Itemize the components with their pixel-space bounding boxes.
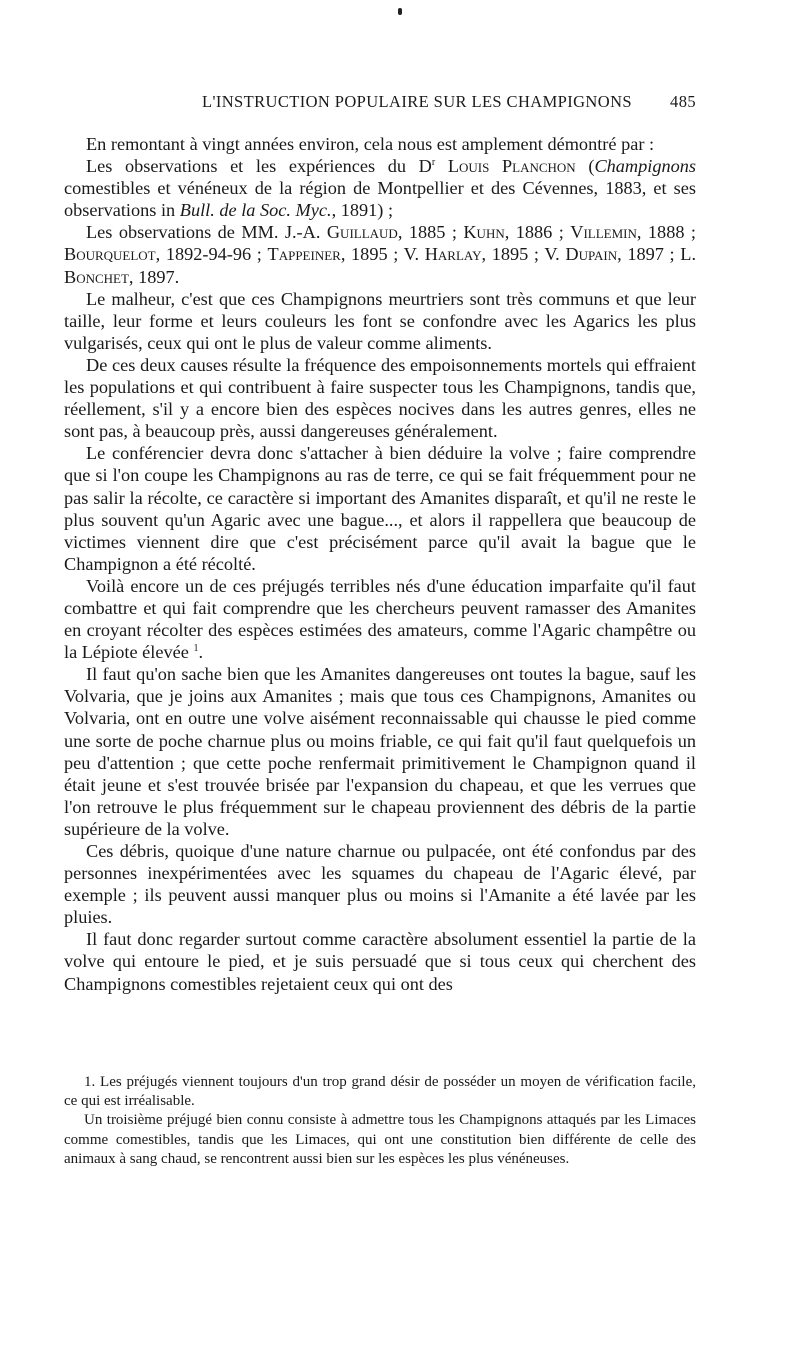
text-run: , 1886 ; <box>504 222 564 243</box>
author-name: Bonchet <box>64 266 129 287</box>
footnotes <box>64 1073 696 1169</box>
text-run: , 1891) ; <box>331 200 394 221</box>
paragraph: De ces deux causes résulte la fréquence des empoisonnements mortels qui effraient les populations et qui contribuent à faire suspecter tous les Champignons, tandis que, réellement, s'il y a encore bien des espèces nocives dans les autres genres, elles ne sont pas, à beaucoup près, aussi dangereuses généralement. <box>64 354 696 442</box>
text-run: , 1895 ; V. <box>481 244 560 265</box>
footnote-marker: 1 <box>193 643 199 655</box>
text-run: , 1885 ; <box>397 222 457 243</box>
paragraph: Il faut donc regarder surtout comme caractère absolument essentiel la partie de la volve qui entoure le pied, et je suis persuadé que si tous ceux qui cherchent des Champignons comestibles rejetaient ceux qui ont des <box>64 929 696 994</box>
paragraph: Le malheur, c'est que ces Champignons meurtriers sont très communs et que leur taille, leur forme et leurs couleurs les font se confondre avec les Agarics les plus vulgarisés, ceux qui ont le plus de valeur comme aliments. <box>64 288 696 353</box>
paragraph: En remontant à vingt années environ, cela nous est amplement démontré par : <box>86 134 655 154</box>
paragraph <box>64 575 696 663</box>
main-text <box>64 133 696 995</box>
journal-title: Bull. de la Soc. Myc. <box>179 200 332 221</box>
author-name: Kuhn <box>463 222 505 243</box>
text-run: , 1897. <box>128 266 180 287</box>
superscript: r <box>431 157 436 168</box>
ink-speck <box>398 8 402 15</box>
author-name: Bourquelot <box>64 244 156 265</box>
footnote: Un troisième préjugé bien connu consiste à admettre tous les Champignons attaqués par les Limaces comme comestibles, tandis que les Limaces, qui ont une constitution bien différente de celle des animaux à sang chaud, se rencontrent aussi bien sur les espèces les plus vénéneuses. <box>64 1112 696 1167</box>
text-run: , 1892-94-96 ; <box>155 244 262 265</box>
author-name: Harlay <box>424 244 482 265</box>
text-run: , 1888 ; <box>636 222 696 243</box>
footnote: 1. Les préjugés viennent toujours d'un trop grand désir de posséder un moyen de vérification facile, ce qui est irréalisable. <box>64 1074 696 1110</box>
text-run: Les observations de MM. J.-A. <box>86 222 321 243</box>
text-run: , 1897 ; L. <box>617 244 697 265</box>
paragraph: Les observations et les expériences du $D^r$ Louis Planchon (Champignons comestibles et vénéneux de la région de Montpellier et des Cévennes, 1883, et ses observations in Bull. de la Soc. Myc., 1891) ; <box>64 156 697 221</box>
author-name: Dupain <box>565 244 618 265</box>
work-title: Champignons <box>594 156 697 177</box>
text-run: Voilà encore un de ces préjugés terribles nés d'une éducation imparfaite qu'il faut combattre et qui fait comprendre que les chercheurs peuvent ramasser des Amanites en croyant récolter des espèces estimées des amateurs, comme l'Agaric champêtre ou la Lépiote élevée <box>64 575 696 663</box>
author-name: Guillaud <box>326 222 398 243</box>
text-run: , 1895 ; V. <box>340 244 420 265</box>
author-name: Villemin <box>570 222 637 243</box>
page-header <box>64 92 696 116</box>
text-run: comestibles et vénéneux de la région de Montpellier et des Cévennes, 1883, et ses observations in <box>64 178 696 221</box>
author-name: Tappeiner <box>267 244 341 265</box>
paragraph: Il faut qu'on sache bien que les Amanites dangereuses ont toutes la bague, sauf les Volvaria, que je joins aux Amanites ; mais que tous ces Champignons, Amanites ou Volvaria, ont en outre une volve aisément reconnaissable qui chausse le pied comme une sorte de poche charnue plus ou moins friable, ce qui fait qu'il faut quelquefois un peu d'attention ; que cette poche renfermait primitivement le Champignon quand il était jeune et s'est trouvée brisée par l'expansion du chapeau, et que les verrues que l'on retrouve le plus fréquemment sur le chapeau proviennent des débris de la partie supérieure de la volve. <box>64 664 696 839</box>
page-number: 485 <box>670 92 696 111</box>
text-run: Les observations et les expériences du D <box>86 156 432 177</box>
text-run: . <box>198 642 204 663</box>
author-name: Louis Planchon <box>447 156 576 177</box>
running-title: L'INSTRUCTION POPULAIRE SUR LES CHAMPIGNONS <box>202 92 632 111</box>
paragraph: Ces débris, quoique d'une nature charnue ou pulpacée, ont été confondus par des personnes inexpérimentées avec les squames du chapeau de l'Agaric élevé, par exemple ; ils peuvent aussi manquer plus ou moins si l'Amanite a été lavée par les pluies. <box>64 841 696 928</box>
paragraph: Le conférencier devra donc s'attacher à bien déduire la volve ; faire comprendre que si l'on coupe les Champignons au ras de terre, ce qui se fait fréquemment pour ne pas salir la récolte, ce caractère si important des Amanites disparaît, et qu'il ne reste le plus souvent qu'un Agaric avec une bague..., et alors il rappellera que beaucoup de victimes viennent dire que c'est précisément parce qu'il avait la bague que le Champignon a été récolté. <box>64 443 696 574</box>
paragraph <box>64 221 696 287</box>
